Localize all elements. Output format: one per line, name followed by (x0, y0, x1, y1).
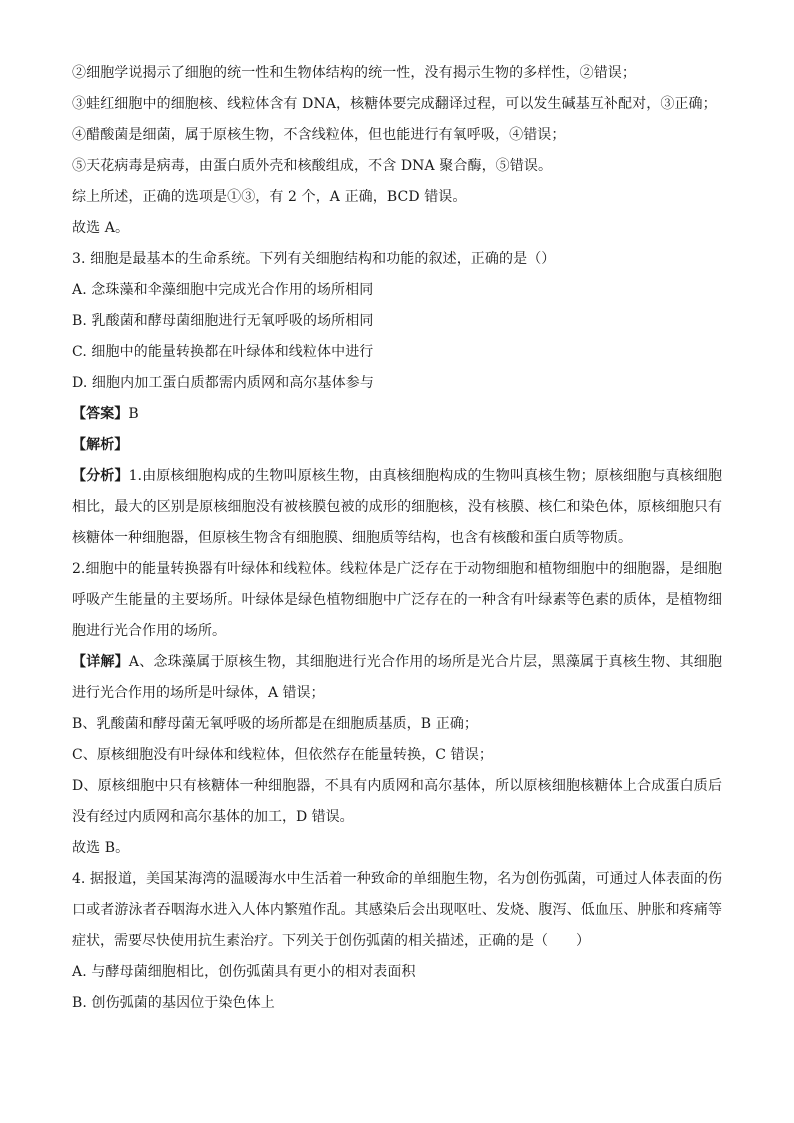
explanation-conclusion: 故选 A。 (72, 220, 130, 236)
fenxi-paragraph (72, 461, 722, 554)
fenxi-text: 1.由原核细胞构成的生物叫原核生物，由真核细胞构成的生物叫真核生物；原核细胞与真核细胞相比，最大的区别是原核细胞没有被核膜包被的成形的细胞核，没有核膜、核仁和染色体，原核细胞只有核糖体一种细胞器，但原核生物含有细胞膜、细胞质等结构，也含有核酸和蛋白质等物质。 (72, 468, 722, 546)
answer-tag: 【答案】 (72, 406, 129, 422)
xiangjie-tag: 【详解】 (72, 654, 129, 670)
analysis-tag-line (72, 430, 722, 461)
explanation-line-2: ②细胞学说揭示了细胞的统一性和生物体结构的统一性，没有揭示生物的多样性，②错误； (72, 65, 636, 81)
explanation-line-5: ⑤天花病毒是病毒，由蛋白质外壳和核酸组成，不含 DNA 聚合酶，⑤错误。 (72, 158, 553, 174)
analysis-tag: 【解析】 (72, 437, 129, 453)
xiangjie-paragraph-a (72, 647, 722, 709)
xiangjie-d: D、原核细胞中只有核糖体一种细胞器，不具有内质网和高尔基体，所以原核细胞核糖体上合成蛋白质后没有经过内质网和高尔基体的加工，D 错误。 (72, 778, 722, 825)
answer-value: B (128, 406, 139, 422)
xiangjie-b: B、乳酸菌和酵母菌无氧呼吸的场所都是在细胞质基质，B 正确； (72, 716, 479, 732)
question-3-option-d: D. 细胞内加工蛋白质都需内质网和高尔基体参与 (72, 375, 374, 391)
question-3-option-c: C. 细胞中的能量转换都在叶绿体和线粒体中进行 (72, 344, 374, 360)
explanation-line-3: ③蛙红细胞中的细胞核、线粒体含有 DNA，核糖体要完成翻译过程，可以发生碱基互补配对，③正确； (72, 96, 717, 112)
explanation-line-4: ④醋酸菌是细菌，属于原核生物，不含线粒体，但也能进行有氧呼吸，④错误； (72, 127, 566, 143)
question-4-stem: 4. 据报道，美国某海湾的温暖海水中生活着一种致命的单细胞生物，名为创伤弧菌，可通过人体表面的伤口或者游泳者吞咽海水进入人体内繁殖作乱。其感染后会出现呕吐、发烧、腹泻、低血压、肿胀和疼痛等症状，需要尽快使用抗生素治疗。下列关于创伤弧菌的相关描述，正确的是（ ） (72, 871, 722, 949)
document-page (72, 58, 722, 1019)
fenxi-paragraph-2: 2.细胞中的能量转换器有叶绿体和线粒体。线粒体是广泛存在于动物细胞和植物细胞中的细胞器，是细胞呼吸产生能量的主要场所。叶绿体是绿色植物细胞中广泛存在的一种含有叶绿素等色素的质体，是植物细胞进行光合作用的场所。 (72, 561, 722, 639)
answer-line (72, 399, 722, 430)
question-3-conclusion: 故选 B。 (72, 840, 130, 856)
question-3-option-b: B. 乳酸菌和酵母菌细胞进行无氧呼吸的场所相同 (72, 313, 374, 329)
xiangjie-a-text: A、念珠藻属于原核生物，其细胞进行光合作用的场所是光合片层，黑藻属于真核生物、其细胞进行光合作用的场所是叶绿体，A 错误； (72, 654, 723, 701)
question-3-stem: 3. 细胞是最基本的生命系统。下列有关细胞结构和功能的叙述，正确的是（） (72, 251, 556, 267)
question-3-option-a: A. 念珠藻和伞藻细胞中完成光合作用的场所相同 (72, 282, 374, 298)
xiangjie-c: C、原核细胞没有叶绿体和线粒体，但依然存在能量转换，C 错误； (72, 747, 493, 763)
explanation-summary: 综上所述，正确的选项是①③，有 2 个，A 正确，BCD 错误。 (72, 189, 467, 205)
fenxi-tag: 【分析】 (72, 468, 129, 484)
question-4-option-b: B. 创伤弧菌的基因位于染色体上 (72, 995, 275, 1011)
question-4-option-a: A. 与酵母菌细胞相比，创伤弧菌具有更小的相对表面积 (72, 964, 416, 980)
